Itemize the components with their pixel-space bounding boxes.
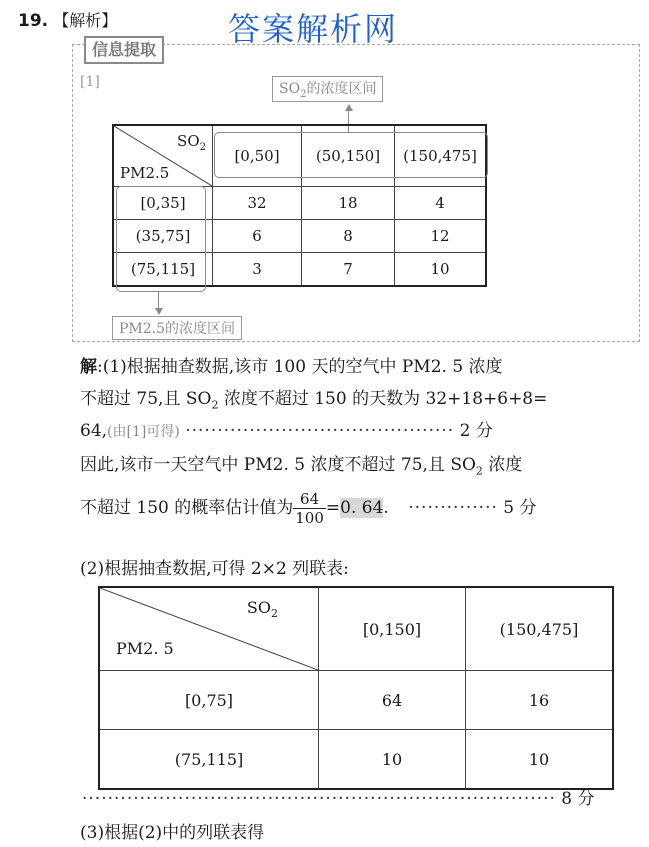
table1-col-header-text: SO <box>177 132 200 150</box>
row-highlight-frame <box>116 186 206 292</box>
table2-column-header: (150,475] <box>466 587 614 671</box>
fraction <box>293 490 326 527</box>
solution-note: (由[1]可得) <box>107 424 180 440</box>
info-extraction-title: 信息提取 <box>84 36 164 64</box>
table2-row-header: PM2. 5 <box>116 639 174 658</box>
solution-line-5 <box>80 490 537 527</box>
table1-cell: 12 <box>395 220 487 253</box>
table2-col-header <box>247 598 278 620</box>
solution-line-3-a: 64, <box>80 421 108 441</box>
score-mark: 5 分 <box>503 498 537 518</box>
solution-line-4-b: 浓度 <box>482 455 523 475</box>
fraction-denominator: 100 <box>295 509 324 527</box>
arrow-down-icon <box>155 308 163 315</box>
table2-corner-cell <box>99 587 319 671</box>
solution-line-4-a: 因此,该市一天空气中 PM2. 5 浓度不超过 75,且 SO <box>80 455 476 475</box>
so2-range-label <box>272 76 383 102</box>
solution-line-6: (2)根据抽查数据,可得 2×2 列联表: <box>80 559 349 579</box>
dot-leader: ·········································· <box>185 421 455 441</box>
column-highlight-frame <box>214 132 488 178</box>
equals-sign: = <box>325 498 341 518</box>
solution-label: 解 <box>80 357 97 377</box>
fraction-numerator: 64 <box>293 490 326 509</box>
so2-label-text: SO <box>279 81 301 97</box>
pm25-range-label: PM2.5的浓度区间 <box>112 316 242 340</box>
dot-leader: ·········································································· <box>82 789 556 809</box>
solution-line-1-text: :(1)根据抽查数据,该市 100 天的空气中 PM2. 5 浓度 <box>97 357 503 377</box>
solution-line-7 <box>82 784 595 809</box>
table1-column-header: (50,150] <box>302 125 395 187</box>
score-mark: 8 分 <box>561 789 595 809</box>
table-row <box>99 671 613 730</box>
table1-column-header: [0,50] <box>213 125 302 187</box>
score-mark: 2 分 <box>459 421 493 441</box>
solution-line-5-a: 不超过 150 的概率估计值为 <box>80 498 294 518</box>
table1-cell: 8 <box>302 220 395 253</box>
period: . <box>383 498 389 518</box>
solution-line-2-a: 不超过 75,且 SO <box>80 389 212 409</box>
table1-cell: 3 <box>213 253 302 287</box>
solution-line-3 <box>80 416 493 441</box>
table2-cell: 10 <box>466 730 614 790</box>
contingency-table <box>98 586 614 790</box>
reference-marker: [1] <box>80 74 100 90</box>
solution-line-2-sub: 2 <box>211 398 219 412</box>
table1-row-header: PM2.5 <box>120 164 170 182</box>
table1-cell: 18 <box>302 187 395 220</box>
solution-line-2-b: 浓度不超过 150 的天数为 32+18+6+8= <box>218 389 548 409</box>
so2-label-sub: 2 <box>300 88 307 100</box>
table2-column-header: [0,150] <box>319 587 466 671</box>
table2-cell: 64 <box>319 671 466 730</box>
table2-col-header-sub: 2 <box>271 607 278 621</box>
question-header <box>18 8 117 31</box>
arrow-up-icon <box>345 104 353 111</box>
probability-value: 0. 64 <box>340 498 384 518</box>
table1-col-header-sub: 2 <box>199 142 206 153</box>
table1-cell: 6 <box>213 220 302 253</box>
table2-row-label: (75,115] <box>99 730 319 790</box>
solution-line-4 <box>80 450 522 477</box>
solution-line-2 <box>80 384 547 411</box>
question-number: 19. <box>18 11 49 31</box>
dot-leader: ·············· <box>408 498 498 518</box>
section-title: 【解析】 <box>53 11 118 30</box>
table1-cell: 10 <box>395 253 487 287</box>
solution-line-8: (3)根据(2)中的列联表得 <box>80 823 265 843</box>
table2-cell: 16 <box>466 671 614 730</box>
table1-column-header: (150,475] <box>395 125 487 187</box>
table2-cell: 10 <box>319 730 466 790</box>
solution-line-4-sub: 2 <box>475 464 483 478</box>
table1-corner-cell <box>113 125 213 187</box>
table1-row-label: (75,115] <box>113 253 213 287</box>
table2-row-label: [0,75] <box>99 671 319 730</box>
watermark: 答案解析网 <box>228 10 399 48</box>
table1-row-label: (35,75] <box>113 220 213 253</box>
so2-label-suffix: 的浓度区间 <box>306 81 377 97</box>
arrow-down-line <box>158 291 159 309</box>
solution-line-1 <box>80 352 503 377</box>
table1-cell: 7 <box>302 253 395 287</box>
table1-row-label: [0,35] <box>113 187 213 220</box>
table1-cell: 32 <box>213 187 302 220</box>
table2-col-header-text: SO <box>246 598 271 617</box>
table-row <box>99 730 613 790</box>
table1-col-header <box>177 132 206 153</box>
table1-cell: 4 <box>395 187 487 220</box>
